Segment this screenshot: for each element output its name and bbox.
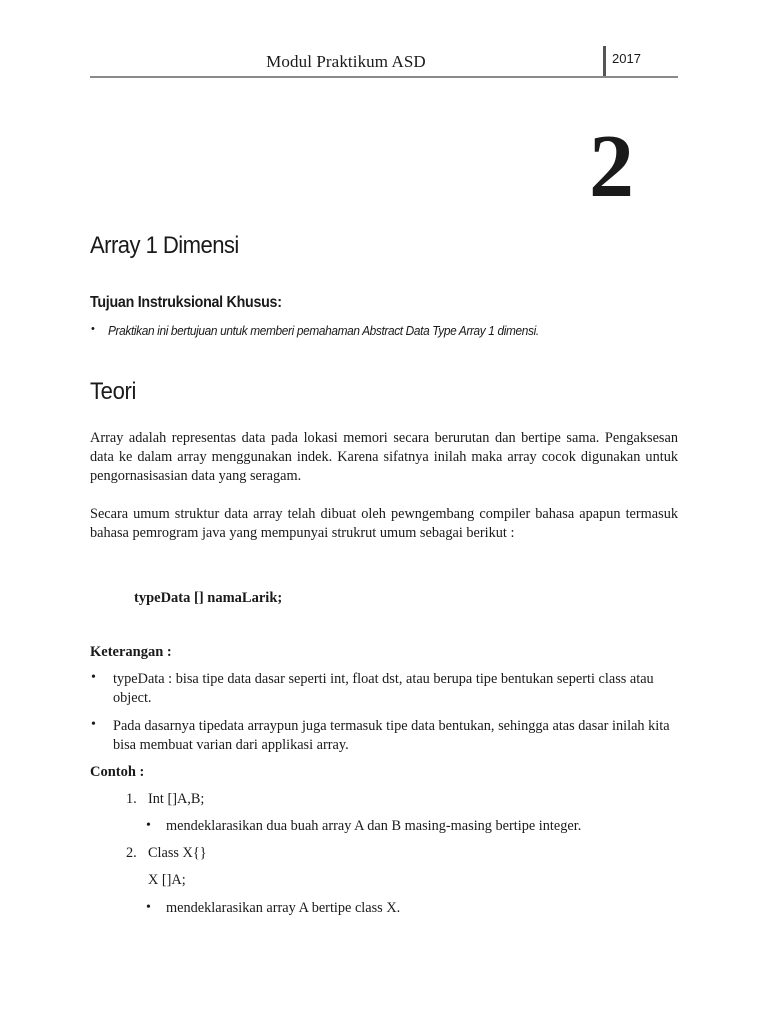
header-rule	[90, 76, 678, 78]
example-number: 1.	[126, 791, 137, 807]
chapter-title: Array 1 Dimensi	[90, 232, 239, 259]
bullet-icon: •	[91, 717, 96, 732]
bullet-icon: •	[91, 323, 95, 335]
example-code: Class X{}	[148, 845, 207, 861]
section-heading-teori: Teori	[90, 378, 137, 405]
syntax-declaration: typeData [] namaLarik;	[134, 590, 283, 606]
objectives-heading: Tujuan Instruksional Khusus:	[90, 294, 282, 311]
chapter-number: 2	[589, 117, 634, 216]
example-number: 2.	[126, 845, 137, 861]
running-header-year: 2017	[612, 51, 641, 66]
bullet-icon: •	[146, 900, 151, 915]
bullet-icon: •	[91, 670, 96, 685]
header-separator	[603, 46, 606, 76]
objective-item: Praktikan ini bertujuan untuk memberi pemahaman Abstract Data Type Array 1 dimensi.	[108, 323, 539, 338]
example-note: mendeklarasikan dua buah array A dan B masing-masing bertipe integer.	[166, 818, 582, 834]
example-code: X []A;	[148, 872, 186, 888]
bullet-icon: •	[146, 818, 151, 833]
examples-heading: Contoh :	[90, 764, 145, 780]
theory-paragraph: Secara umum struktur data array telah dibuat oleh pewngembang compiler bahasa apapun termasuk bahasa pemrogram java yang mempunyai strukrut umum sebagai berikut :	[90, 506, 678, 541]
example-note: mendeklarasikan array A bertipe class X.	[166, 900, 401, 916]
running-header-title: Modul Praktikum ASD	[266, 52, 426, 71]
notes-item: typeData : bisa tipe data dasar seperti int, float dst, atau berupa tipe bentukan seperti class atau object.	[113, 671, 654, 706]
theory-paragraph: Array adalah representas data pada lokasi memori secara berurutan dan bertipe sama. Pengaksesan data ke dalam array menggunakan indek. Karena sifatnya inilah maka array cocok digunakan untuk pengornasisasian data yang seragam.	[90, 430, 678, 484]
example-code: Int []A,B;	[148, 791, 205, 807]
notes-item: Pada dasarnya tipedata arraypun juga termasuk tipe data bentukan, sehingga atas dasar inilah kita bisa membuat varian dari applikasi array.	[113, 718, 670, 753]
notes-heading: Keterangan :	[90, 644, 172, 660]
